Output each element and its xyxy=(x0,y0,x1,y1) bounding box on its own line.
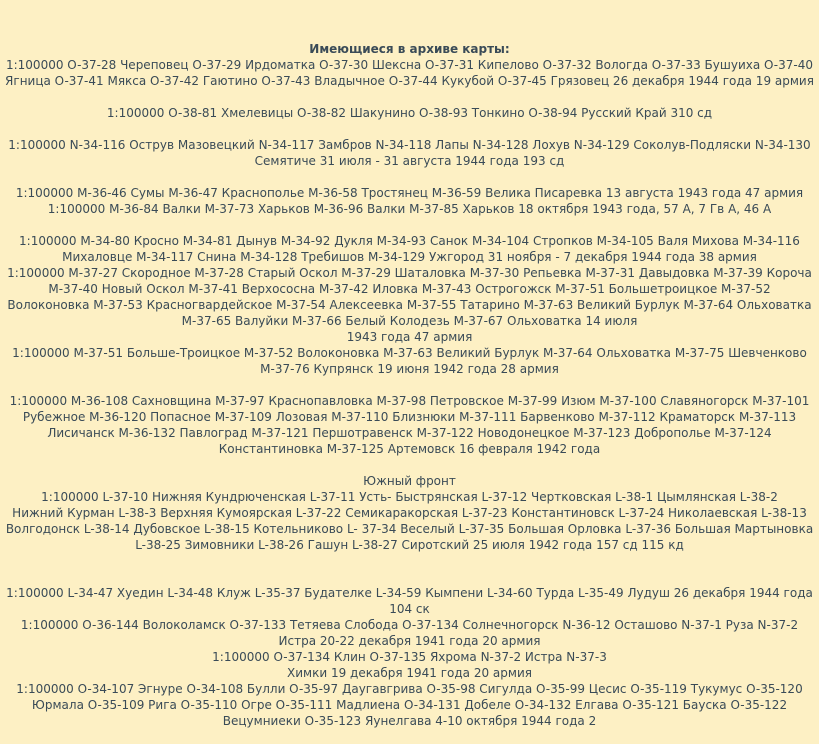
map-list-line: M-37-76 Купрянск 19 июня 1942 года 28 армия xyxy=(260,362,559,376)
map-list-line: 1:100000 M-36-84 Валки M-37-73 Харьков M-36-96 Валки M-37-85 Харьков 18 октября 1943 года, 57 А, 7 Гв А, 46 А xyxy=(47,202,772,216)
maps-block-vologda xyxy=(0,57,819,89)
map-list-line: 1:100000 M-36-108 Сахновщина M-37-97 Краснопавловка M-37-98 Петровское M-37-99 Изюм M-37-100 Славяногорск M-37-101 xyxy=(9,394,810,408)
map-list-line: Нижний Курман L-38-3 Верхняя Кумоярская L-37-22 Семикаракорская L-37-23 Константиновск L-37-24 Николаевская L-38-13 xyxy=(12,506,807,520)
map-list-line: 1:100000 M-37-27 Скородное M-37-28 Старый Оскол M-37-29 Шаталовка M-37-30 Репьевка M-37-31 Давыдовка M-37-39 Короча xyxy=(7,266,812,280)
map-list-line: 1:100000 O-38-81 Хмелевицы O-38-82 Шакунино O-38-93 Тонкино O-38-94 Русский Край 310 сд xyxy=(106,106,713,120)
maps-block-southern-front xyxy=(0,473,819,553)
map-list-line: 1:100000 O-34-107 Эгнуре O-34-108 Булли O-35-97 Даугавгрива O-35-98 Сигулда O-35-99 Цесис O-35-119 Тукумус O-35-120 xyxy=(16,682,803,696)
map-list-line: 1943 года 47 армия xyxy=(346,330,473,344)
map-list-line: Волоконовка M-37-53 Красногвардейское M-37-54 Алексеевка M-37-55 Татарино M-37-63 Великий Бурлук M-37-64 Ольховатка xyxy=(7,298,812,312)
spacer xyxy=(0,169,819,185)
spacer xyxy=(0,121,819,137)
map-list-line: 1:100000 N-34-116 Острув Мазовецкий N-34-117 Замбров N-34-118 Лапы N-34-128 Лохув N-34-129 Соколув-Подляски N-34-130 xyxy=(8,138,811,152)
map-list-line: Юрмала O-35-109 Рига O-35-110 Огре O-35-111 Мадлиена O-34-131 Добеле O-34-132 Елгава O-35-121 Бауска O-35-122 xyxy=(31,698,788,712)
map-list-line: 1:100000 O-36-144 Волоколамск O-37-133 Тетяева Слобода O-37-134 Солнечногорск N-36-12 Осташово N-37-1 Руза N-37-2 xyxy=(20,618,799,632)
map-list-line: 1:100000 O-37-134 Клин O-37-135 Яхрома N-37-2 Истра N-37-3 xyxy=(212,650,607,664)
maps-block-cluj-riga xyxy=(0,585,819,729)
spacer xyxy=(0,553,819,585)
maps-block-izyum xyxy=(0,393,819,457)
map-list-line: 1:100000 L-37-10 Нижняя Кундрюченская L-37-11 Усть- Быстрянская L-37-12 Чертковская L-38-1 Цымлянская L-38-2 xyxy=(41,490,778,504)
maps-block-ostruv xyxy=(0,137,819,169)
map-list-line: 104 ск xyxy=(389,602,430,616)
map-list-line: Истра 20-22 декабря 1941 года 20 армия xyxy=(278,634,541,648)
map-list-line: Семятиче 31 июля - 31 августа 1944 года 193 сд xyxy=(254,154,565,168)
spacer xyxy=(0,457,819,473)
map-list-line: M-37-40 Новый Оскол M-37-41 Верхососнa M-37-42 Иловка M-37-43 Острогожск M-37-51 Большетроицкое M-37-52 xyxy=(48,282,771,296)
spacer xyxy=(0,217,819,233)
maps-block-hmelevicy xyxy=(0,105,819,121)
map-list-line: Вецумниеки O-35-123 Яунелгава 4-10 октября 1944 года 2 xyxy=(222,714,597,728)
map-list-line: Ягница O-37-41 Мякса O-37-42 Гаютино O-37-43 Владычное O-37-44 Кукубой O-37-45 Грязовец 26 декабря 1944 года 19 армия xyxy=(5,74,814,88)
map-list-line: Лисичанск M-36-132 Павлоград M-37-121 Першотравенск M-37-122 Новодонецкое M-37-123 Доброполье M-37-124 xyxy=(47,426,772,440)
map-list-line: 1:100000 M-37-51 Больше-Троицкое M-37-52 Волоконовка M-37-63 Великий Бурлук M-37-64 Ольховатка M-37-75 Шевченково xyxy=(12,346,807,360)
map-list-line: 1:100000 M-34-80 Кросно M-34-81 Дынув M-34-92 Дукля M-34-93 Санок M-34-104 Стропков M-34-105 Валя Михова M-34-116 xyxy=(19,234,800,248)
map-list-line: L-38-25 Зимовники L-38-26 Гашун L-38-27 Сиротский 25 июля 1942 года 157 сд 115 кд xyxy=(135,538,684,552)
map-list-line: Константиновка M-37-125 Артемовск 16 февраля 1942 года xyxy=(218,442,601,456)
map-list-line: 1:100000 O-37-28 Череповец O-37-29 Ирдоматка O-37-30 Шексна O-37-31 Кипелово O-37-32 Вологда O-37-33 Бушуиха O-37-40 xyxy=(5,58,814,72)
map-list-line: M-37-65 Валуйки M-37-66 Белый Колодезь M-37-67 Ольховатка 14 июля xyxy=(181,314,638,328)
map-list-line: 1:100000 M-36-46 Сумы M-36-47 Краснополье M-36-58 Тростянец M-36-59 Велика Писаревка 13 августа 1943 года 47 армия xyxy=(15,186,804,200)
maps-block-krosno-oskol xyxy=(0,233,819,377)
maps-block-sumy-kharkov xyxy=(0,185,819,217)
map-list-line: Рубежное M-36-120 Попасное M-37-109 Лозовая M-37-110 Близнюки M-37-111 Барвенково M-37-112 Краматорск M-37-113 xyxy=(22,410,797,424)
page-title: Имеющиеся в архиве карты: xyxy=(309,42,510,56)
map-list-line: Химки 19 декабря 1941 года 20 армия xyxy=(287,666,532,680)
spacer xyxy=(0,89,819,105)
map-list-line: Волгодонск L-38-14 Дубовское L-38-15 Котельниково L- 37-34 Веселый L-37-35 Большая Орловка L-37-36 Большая Мартыновка xyxy=(5,522,814,536)
map-list-line: Михаловце M-34-117 Снина M-34-128 Требишов M-34-129 Ужгород 31 ноября - 7 декабря 1944 года 38 армия xyxy=(62,250,757,264)
map-list-line: 1:100000 L-34-47 Хуедин L-34-48 Клуж L-35-37 Будателке L-34-59 Кымпени L-34-60 Турда L-35-49 Лудуш 26 декабря 1944 года xyxy=(6,586,813,600)
section-heading: Южный фронт xyxy=(363,474,456,488)
spacer xyxy=(0,377,819,393)
